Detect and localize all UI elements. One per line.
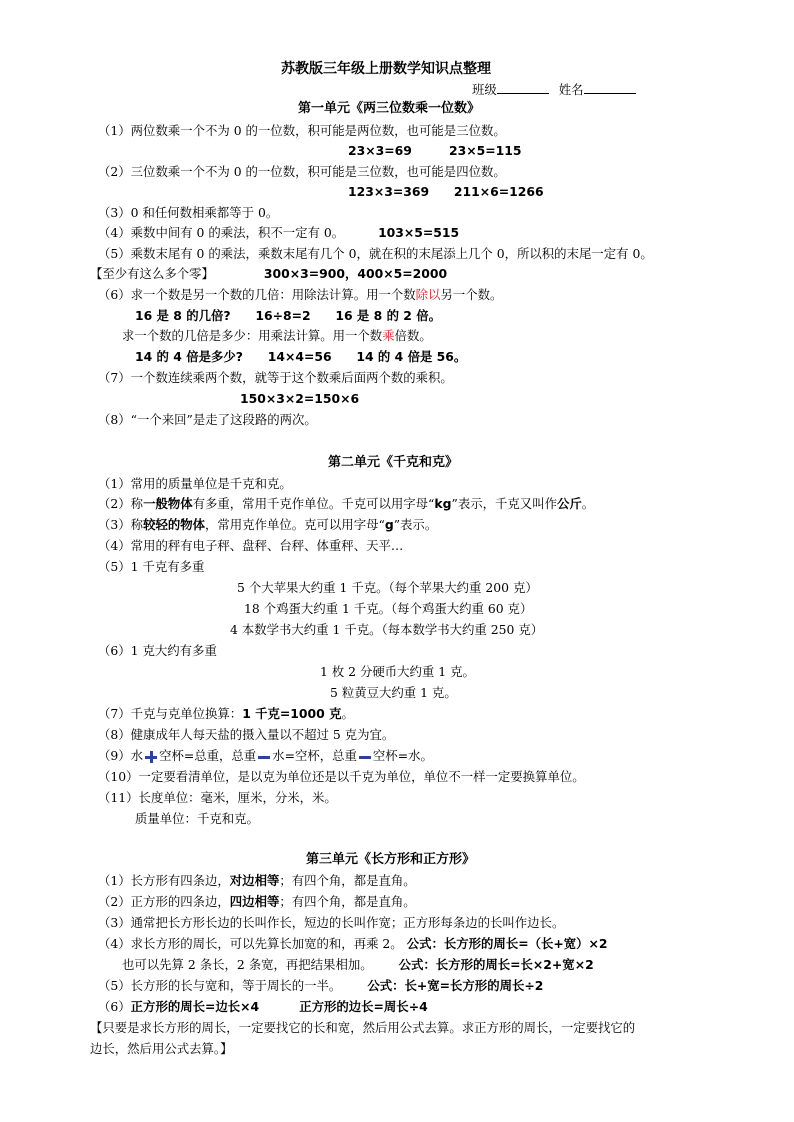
unit1-item7-example: 150×3×2=150×6 xyxy=(240,391,360,406)
unit3-item5-formula: 公式：长+宽=长方形的周长÷2 xyxy=(367,978,544,993)
unit1-item4-text: （4）乘数中间有 0 的乘法，积不一定有 0。 xyxy=(98,225,345,240)
unit1-item6-highlight: 除以 xyxy=(415,287,441,302)
unit2-item2-unit-kg: kg xyxy=(434,496,452,511)
unit2-item3-unit-g: g xyxy=(384,517,394,532)
unit3-item4-alt xyxy=(122,957,594,973)
unit1-item3: （3）0 和任何数相乘都等于 0。 xyxy=(98,205,279,220)
unit2-item11: （11）长度单位：毫米，厘米，分米，米。 xyxy=(98,790,337,805)
unit1-item4 xyxy=(98,225,459,241)
unit1-item6-example: 16 是 8 的几倍? 16÷8=2 16 是 8 的 2 倍。 xyxy=(135,308,441,323)
unit3-item2-text-b: ；有四个角，都是直角。 xyxy=(279,894,416,909)
unit1-item6-multiply-highlight: 乘 xyxy=(382,328,395,343)
unit2-item5: （5）1 千克有多重 xyxy=(98,559,205,574)
unit2-item9-text-c: 水=空杯，总重 xyxy=(272,748,357,763)
unit2-item3-text-b: ，常用克作单位。克可以用字母“ xyxy=(205,517,385,532)
class-name-line xyxy=(472,81,636,98)
unit2-item2-text-b: 有多重，常用千克作单位。千克可以用字母“ xyxy=(192,496,435,511)
name-label: 姓名 xyxy=(558,82,584,97)
unit1-heading: 第一单元《两三位数乘一位数》 xyxy=(298,101,481,116)
name-blank[interactable] xyxy=(584,81,636,94)
unit2-item1: （1）常用的质量单位是千克和克。 xyxy=(98,476,292,491)
unit1-item6-text-b: 另一个数。 xyxy=(440,287,503,302)
unit3-note-line2: 边长，然后用公式去算。】 xyxy=(90,1041,233,1056)
unit2-item3 xyxy=(98,517,437,533)
unit1-item6-multiply-text-a: 求一个数的几倍是多少：用乘法计算。用一个数 xyxy=(122,328,383,343)
class-label: 班级 xyxy=(472,82,497,97)
unit3-item4-alt-text: 也可以先算 2 条长，2 条宽，再把结果相加。 xyxy=(122,957,373,972)
unit2-item2-text-a: （2）称 xyxy=(98,496,144,511)
unit2-item2-bold-a: 一般物体 xyxy=(143,496,193,511)
unit3-item3: （3）通常把长方形长边的长叫作长，短边的长叫作宽；正方形每条边的长叫作边长。 xyxy=(98,915,565,930)
unit3-item5-text: （5）长方形的长与宽和，等于周长的一半。 xyxy=(98,978,342,993)
unit1-item8: （8）“一个来回”是走了这段路的两次。 xyxy=(98,412,317,427)
unit3-item4-formula: 公式：长方形的周长=（长+宽）×2 xyxy=(406,936,608,951)
unit1-item4-example: 103×5=515 xyxy=(378,225,460,240)
minus-icon xyxy=(359,751,371,763)
unit3-heading: 第三单元《长方形和正方形》 xyxy=(306,852,476,867)
unit3-item1-bold: 对边相等 xyxy=(229,873,280,888)
unit2-item2-bold-b: 公斤 xyxy=(556,496,582,511)
unit1-item1-example: 23×3=69 23×5=115 xyxy=(348,143,522,158)
unit2-heading: 第二单元《千克和克》 xyxy=(328,455,459,470)
unit2-item6: （6）1 克大约有多重 xyxy=(98,643,217,658)
unit2-item7-text: （7）千克与克单位换算： xyxy=(98,706,243,721)
unit1-item7: （7）一个数连续乘两个数，就等于这个数乘后面两个数的乘积。 xyxy=(98,370,453,385)
unit3-item2-bold: 四边相等 xyxy=(229,894,280,909)
unit3-item4 xyxy=(98,936,608,952)
unit2-item2-text-d: 。 xyxy=(581,496,595,511)
unit2-item9-text-d: 空杯=水。 xyxy=(372,748,433,763)
unit2-item9 xyxy=(98,748,433,764)
unit3-item2-text-a: （2）正方形的四条边， xyxy=(98,894,230,909)
unit1-item6-multiply-text-b: 倍数。 xyxy=(394,328,432,343)
unit1-item6-multiply xyxy=(122,328,432,344)
unit2-item7-end: 。 xyxy=(341,706,354,721)
unit2-item8: （8）健康成年人每天盐的摄入量以不超过 5 克为宜。 xyxy=(98,727,395,742)
unit1-item6 xyxy=(98,287,502,303)
unit3-item1 xyxy=(98,873,416,889)
class-blank[interactable] xyxy=(497,81,549,94)
unit3-item1-text-b: ；有四个角，都是直角。 xyxy=(279,873,416,888)
unit1-item5-note-text: 【至少有这么多个零】 xyxy=(90,266,214,281)
unit2-item9-text-a: （9）水 xyxy=(98,748,144,763)
unit3-item6-formula-perimeter: 正方形的周长=边长×4 xyxy=(130,999,260,1014)
unit2-item5-book: 4 本数学书大约重 1 千克。（每本数学书大约重 250 克） xyxy=(230,622,544,637)
unit3-item6-number: （6） xyxy=(98,999,131,1014)
unit3-note-line1: 【只要是求长方形的周长，一定要找它的长和宽，然后用公式去算。求正方形的周长，一定要找它的 xyxy=(90,1020,636,1035)
unit1-item6-multiply-example: 14 的 4 倍是多少? 14×4=56 14 的 4 倍是 56。 xyxy=(135,349,467,364)
unit2-item3-text-c: ”表示。 xyxy=(393,517,438,532)
minus-icon xyxy=(258,751,270,763)
plus-icon xyxy=(145,751,157,763)
unit1-item5-note xyxy=(90,266,447,282)
unit3-item2 xyxy=(98,894,416,910)
unit2-item7-conversion: 1 千克=1000 克 xyxy=(242,706,342,721)
unit2-item10: （10）一定要看清单位，是以克为单位还是以千克为单位，单位不一样一定要换算单位。 xyxy=(98,769,585,784)
unit1-item5: （5）乘数末尾有 0 的乘法，乘数末尾有几个 0，就在积的末尾添上几个 0，所以积的末尾一定有 0。 xyxy=(98,246,653,261)
document-title: 苏教版三年级上册数学知识点整理 xyxy=(281,61,491,77)
unit3-item1-text-a: （1）长方形有四条边， xyxy=(98,873,230,888)
unit2-item7 xyxy=(98,706,354,722)
unit1-item2: （2）三位数乘一个不为 0 的一位数，积可能是三位数，也可能是四位数。 xyxy=(98,164,506,179)
unit1-item6-text-a: （6）求一个数是另一个数的几倍：用除法计算。用一个数 xyxy=(98,287,416,302)
unit3-item4-alt-formula: 公式：长方形的周长=长×2+宽×2 xyxy=(398,957,594,972)
unit3-item6-formula-side: 正方形的边长=周长÷4 xyxy=(299,999,428,1014)
unit1-item1: （1）两位数乘一个不为 0 的一位数，积可能是两位数，也可能是三位数。 xyxy=(98,123,506,138)
unit1-item5-note-example: 300×3=900，400×5=2000 xyxy=(263,266,448,281)
unit2-item3-bold: 较轻的物体 xyxy=(143,517,206,532)
unit2-item2-text-c: ”表示，千克又叫作 xyxy=(451,496,557,511)
unit2-item2 xyxy=(98,496,594,512)
unit2-item9-text-b: 空杯=总重，总重 xyxy=(159,748,257,763)
unit3-item6 xyxy=(98,999,428,1015)
unit2-item6-coin: 1 枚 2 分硬币大约重 1 克。 xyxy=(320,664,475,679)
unit2-item6-bean: 5 粒黄豆大约重 1 克。 xyxy=(330,685,457,700)
unit3-item5 xyxy=(98,978,543,994)
unit3-item4-text: （4）求长方形的周长，可以先算长加宽的和，再乘 2。 xyxy=(98,936,403,951)
unit2-item3-text-a: （3）称 xyxy=(98,517,144,532)
unit1-item2-example: 123×3=369 211×6=1266 xyxy=(348,184,544,199)
unit2-item11-mass: 质量单位：千克和克。 xyxy=(135,811,259,826)
unit2-item5-apple: 5 个大苹果大约重 1 千克。（每个苹果大约重 200 克） xyxy=(237,580,538,595)
unit2-item4: （4）常用的秤有电子秤、盘秤、台秤、体重秤、天平… xyxy=(98,538,404,553)
unit2-item5-egg: 18 个鸡蛋大约重 1 千克。（每个鸡蛋大约重 60 克） xyxy=(244,601,533,616)
